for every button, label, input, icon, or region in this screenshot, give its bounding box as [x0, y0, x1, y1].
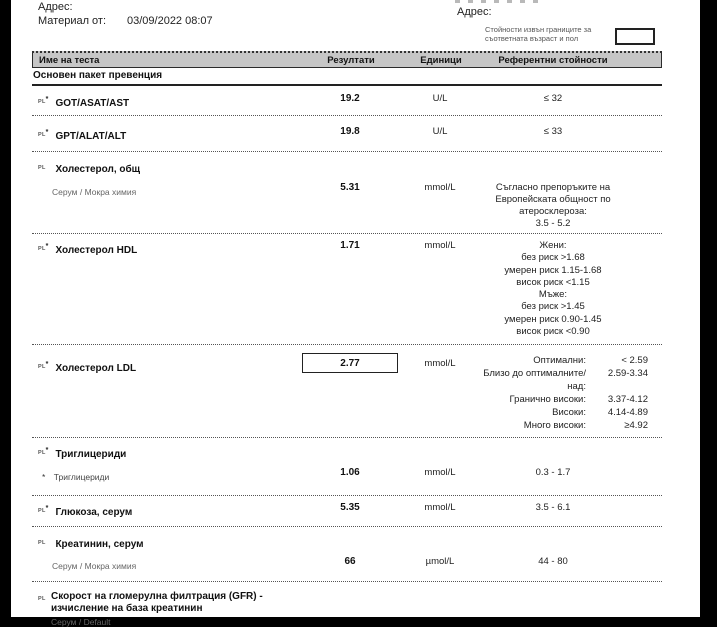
pl-prefix: PL*: [38, 361, 49, 371]
result-value: 1.06: [340, 467, 360, 479]
out-of-range-flag-box: [615, 28, 655, 45]
reference-value: ≤ 32: [543, 93, 563, 104]
address-left-label: Адрес:: [38, 1, 73, 13]
reference-value: ≤ 33: [543, 126, 563, 137]
test-name: GOT/ASAT/AST: [55, 98, 130, 109]
reference-block: Жени: без риск >1.68 умерен риск 1.15-1.68 висок риск <1.15 Мъже: без риск >1.45 умерен риск 0.90-1.45 висок риск <0.90: [504, 240, 602, 338]
sub-test-flag: *: [42, 472, 46, 483]
table-row: [32, 86, 662, 116]
test-name: Холестерол LDL: [55, 363, 137, 375]
material-datetime: 03/09/2022 08:07: [127, 15, 213, 27]
column-header-result: Резултати: [327, 54, 375, 66]
test-name: Триглицериди: [55, 449, 127, 461]
column-header-reference: Референтни стойности: [498, 54, 608, 66]
result-value: 1.71: [340, 240, 360, 251]
table-row: [32, 152, 662, 234]
result-value: 5.35: [340, 502, 360, 514]
section-title: Основен пакет превенция: [32, 68, 662, 86]
pl-prefix: PL: [38, 596, 46, 603]
specimen-method: Серум / Default: [51, 617, 111, 627]
reference-block: Съгласно препоръките на Европейската общност по атеросклероза: 3.5 - 5.2: [495, 182, 611, 229]
reference-value: 44 - 80: [538, 556, 568, 568]
pl-prefix: PL*: [38, 96, 49, 105]
result-value: 19.2: [340, 93, 360, 104]
table-row: [32, 345, 662, 438]
pl-prefix: PL*: [38, 505, 49, 515]
test-name: GPT/ALAT/ALT: [55, 131, 127, 142]
table-row: [32, 582, 662, 627]
pl-prefix: PL: [38, 540, 46, 547]
units-value: mmol/L: [424, 182, 456, 193]
pl-prefix: PL: [38, 165, 46, 171]
table-row: [32, 116, 662, 152]
specimen-method: Серум / Мокра химия: [52, 561, 137, 572]
reference-block: Оптимални: < 2.59 Близо до оптималните/над: 2.59-3.34 Гранично високи: 3.37-4.12 Високи: 4.14-4.89 Много високи: ≥4.92: [483, 355, 648, 432]
table-row: [32, 527, 662, 582]
units-value: µmol/L: [425, 556, 455, 568]
result-value: 66: [344, 556, 356, 568]
test-name: Креатинин, серум: [55, 539, 144, 551]
specimen-method: Серум / Мокра химия: [52, 187, 137, 197]
result-value: 5.31: [340, 182, 360, 193]
table-row: [32, 234, 662, 345]
table-column-header: [32, 51, 662, 68]
units-value: mmol/L: [424, 358, 456, 370]
report-page: [11, 0, 700, 627]
test-name-line-1: Скорост на гломерулна филтрация (GFR) -: [51, 591, 263, 603]
boxed-result-value: 2.77: [302, 353, 398, 373]
units-value: U/L: [432, 126, 448, 137]
result-value: 19.8: [340, 126, 360, 137]
sub-test-name: Триглицериди: [53, 472, 110, 483]
test-name-line-2: изчисление на база креатинин: [51, 603, 203, 615]
reference-value: 3.5 - 6.1: [535, 502, 571, 514]
clipped-text-fragment: [455, 0, 541, 3]
out-of-range-note: [485, 26, 617, 44]
pl-prefix: PL*: [38, 243, 49, 252]
address-right-label: Адрес:: [457, 6, 492, 18]
column-header-units: Единици: [420, 54, 462, 66]
column-header-name: Име на теста: [39, 54, 100, 66]
test-name: Холестерол, общ: [55, 164, 141, 175]
results-table: [32, 51, 662, 627]
test-name: Глюкоза, серум: [55, 507, 133, 519]
test-name: Холестерол HDL: [55, 245, 138, 256]
reference-value: 0.3 - 1.7: [535, 467, 571, 479]
material-label: Материал от:: [38, 15, 107, 27]
note-line-1: Стойности извън границите за: [485, 25, 592, 34]
table-row: [32, 438, 662, 496]
units-value: mmol/L: [424, 502, 456, 514]
units-value: mmol/L: [424, 240, 456, 251]
note-line-2: съответната възраст и пол: [485, 33, 579, 43]
units-value: U/L: [432, 93, 448, 104]
pl-prefix: PL*: [38, 129, 49, 138]
units-value: mmol/L: [424, 467, 456, 479]
table-row: [32, 496, 662, 527]
pl-prefix: PL*: [38, 447, 49, 457]
